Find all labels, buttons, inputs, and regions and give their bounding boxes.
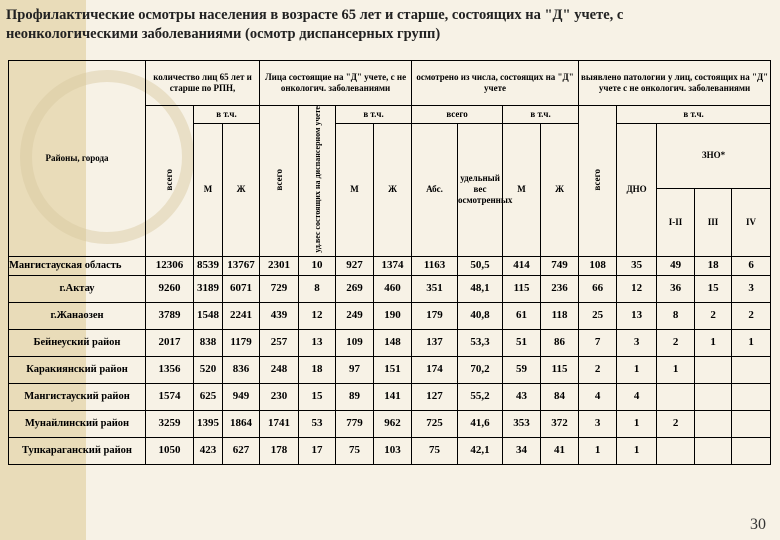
table-cell: 70,2 [458,356,503,383]
region-name: Мунайлинский район [9,410,146,437]
page-title: Профилактические осмотры населения в возрасте 65 лет и старше, состоящих на "Д" учете, с неонкологическими заболеваниями (осмотр диспансерных групп) [6,7,624,42]
table-cell: 1 [617,437,657,464]
table-cell: 41,6 [458,410,503,437]
table-cell: 3 [617,329,657,356]
table-cell [695,410,732,437]
header-share-exam: удельный вес осмотренных [458,124,503,257]
table-cell: 414 [503,256,541,275]
table-cell: 17 [299,437,336,464]
table-cell: 257 [260,329,299,356]
table-cell: 439 [260,302,299,329]
header-group-examined: осмотрено из числа, состоящих на "Д" учете [412,61,579,106]
table-cell: 1050 [146,437,194,464]
table-cell: 838 [194,329,223,356]
page-number: 30 [750,516,766,533]
table-cell: 1 [617,410,657,437]
region-name: Бейнеуский район [9,329,146,356]
table-cell: 86 [541,329,579,356]
table-cell: 2 [732,302,771,329]
table-row [9,275,771,302]
table-row [9,383,771,410]
table-cell: 1574 [146,383,194,410]
table-cell: 103 [374,437,412,464]
table-cell: 13 [299,329,336,356]
header-group-registered: Лица состоящие на "Д" учете, с не онкологич. заболеваниями [260,61,412,106]
table-cell [695,383,732,410]
table-cell: 48,1 [458,275,503,302]
region-name: Каракиянский район [9,356,146,383]
table-cell: 12 [299,302,336,329]
table-cell: 6 [732,256,771,275]
table-cell: 249 [336,302,374,329]
table-cell: 7 [579,329,617,356]
header-incl: в т.ч. [503,106,579,124]
table-cell: 42,1 [458,437,503,464]
table-cell: 55,2 [458,383,503,410]
table-cell: 178 [260,437,299,464]
header-female: Ж [223,124,260,257]
table-cell: 108 [579,256,617,275]
table-cell: 248 [260,356,299,383]
table-cell: 13 [617,302,657,329]
region-name: г.Актау [9,275,146,302]
header-abs: Абс. [412,124,458,257]
table-cell: 127 [412,383,458,410]
table-cell: 18 [299,356,336,383]
table-cell: 749 [541,256,579,275]
table-cell: 3 [732,275,771,302]
header-total: всего [260,106,299,257]
table-cell: 1 [579,437,617,464]
header-group-detected: выявлено патологии у лиц, состоящих на "Д" учете с не онкологич. заболеваниями [579,61,771,106]
table-cell [732,356,771,383]
table-row [9,437,771,464]
table-cell: 2017 [146,329,194,356]
table-cell: 3 [579,410,617,437]
table-cell: 372 [541,410,579,437]
table-cell: 51 [503,329,541,356]
header-male: М [503,124,541,257]
header-incl: в т.ч. [194,106,260,124]
region-name: Мангистауская область [9,256,146,275]
header-group-population: количество лиц 65 лет и старше по РПН, [146,61,260,106]
table-cell: 66 [579,275,617,302]
table-cell: 50,5 [458,256,503,275]
table-cell: 1741 [260,410,299,437]
header-stage-4: IV [732,188,771,256]
table-cell: 84 [541,383,579,410]
table-cell: 61 [503,302,541,329]
table-cell: 59 [503,356,541,383]
table-cell: 949 [223,383,260,410]
table-cell: 627 [223,437,260,464]
table-cell: 269 [336,275,374,302]
table-cell [732,410,771,437]
table-cell: 230 [260,383,299,410]
table-cell: 35 [617,256,657,275]
table-cell: 1 [617,356,657,383]
table-cell [657,383,695,410]
table-cell: 148 [374,329,412,356]
table-row [9,302,771,329]
header-male: М [194,124,223,257]
table-cell: 836 [223,356,260,383]
header-female: Ж [374,124,412,257]
table-cell: 151 [374,356,412,383]
table-cell: 2241 [223,302,260,329]
table-cell: 1356 [146,356,194,383]
table-cell: 34 [503,437,541,464]
table-cell: 1864 [223,410,260,437]
table-cell: 36 [657,275,695,302]
table-cell: 97 [336,356,374,383]
table-cell: 351 [412,275,458,302]
region-name: Мангистауский район [9,383,146,410]
table-cell: 115 [541,356,579,383]
table-cell: 25 [579,302,617,329]
table-cell [732,383,771,410]
header-female: Ж [541,124,579,257]
table-cell: 1395 [194,410,223,437]
table-row [9,256,771,275]
table-cell: 18 [695,256,732,275]
table-cell: 1 [732,329,771,356]
data-table [8,60,771,465]
table-cell: 353 [503,410,541,437]
table-cell: 962 [374,410,412,437]
table-cell: 729 [260,275,299,302]
table-cell: 779 [336,410,374,437]
table-cell: 75 [336,437,374,464]
header-share-disp: уд.вес состоящих на диспансерном учете [299,106,336,257]
region-name: г.Жанаозен [9,302,146,329]
table-cell: 41 [541,437,579,464]
table-cell: 236 [541,275,579,302]
table-cell: 1 [657,356,695,383]
header-stage-1-2: I-II [657,188,695,256]
table-cell: 8 [299,275,336,302]
table-cell: 190 [374,302,412,329]
header-total: всего [412,106,503,124]
table-cell: 53 [299,410,336,437]
table-cell: 179 [412,302,458,329]
table-cell: 3789 [146,302,194,329]
header-stage-3: III [695,188,732,256]
table-cell: 75 [412,437,458,464]
table-row [9,329,771,356]
table-cell: 15 [299,383,336,410]
table-cell: 4 [617,383,657,410]
header-total: всего [146,106,194,257]
header-region: Районы, города [9,61,146,257]
table-cell: 1163 [412,256,458,275]
table-cell [657,437,695,464]
table-cell: 4 [579,383,617,410]
table-cell: 1548 [194,302,223,329]
table-cell: 9260 [146,275,194,302]
table-cell: 2 [579,356,617,383]
table-cell: 53,3 [458,329,503,356]
table-cell: 1179 [223,329,260,356]
table-cell: 8539 [194,256,223,275]
region-name: Тупкараганский район [9,437,146,464]
table-cell: 15 [695,275,732,302]
table-cell: 10 [299,256,336,275]
table-cell: 12 [617,275,657,302]
table-cell [695,356,732,383]
table-row [9,410,771,437]
table-cell: 2 [657,329,695,356]
header-male: М [336,124,374,257]
header-incl: в т.ч. [336,106,412,124]
table-cell [695,437,732,464]
table-cell: 2 [695,302,732,329]
table-cell: 12306 [146,256,194,275]
table-cell: 725 [412,410,458,437]
table-row [9,356,771,383]
table-cell: 1 [695,329,732,356]
table-cell [732,437,771,464]
table-cell: 2 [657,410,695,437]
table-cell: 460 [374,275,412,302]
table-cell: 118 [541,302,579,329]
table-cell: 520 [194,356,223,383]
table-cell: 927 [336,256,374,275]
table-cell: 43 [503,383,541,410]
table-cell: 141 [374,383,412,410]
table-cell: 625 [194,383,223,410]
table-cell: 3259 [146,410,194,437]
table-cell: 40,8 [458,302,503,329]
header-dno: ДНО [617,124,657,257]
header-incl: в т.ч. [617,106,771,124]
table-cell: 174 [412,356,458,383]
table-cell: 115 [503,275,541,302]
table-cell: 109 [336,329,374,356]
table-cell: 2301 [260,256,299,275]
table-cell: 8 [657,302,695,329]
header-zno: ЗНО* [657,124,771,189]
table-cell: 89 [336,383,374,410]
header-total: всего [579,106,617,257]
table-cell: 3189 [194,275,223,302]
table-cell: 137 [412,329,458,356]
table-cell: 13767 [223,256,260,275]
table-cell: 423 [194,437,223,464]
table-cell: 6071 [223,275,260,302]
table-cell: 1374 [374,256,412,275]
table-cell: 49 [657,256,695,275]
